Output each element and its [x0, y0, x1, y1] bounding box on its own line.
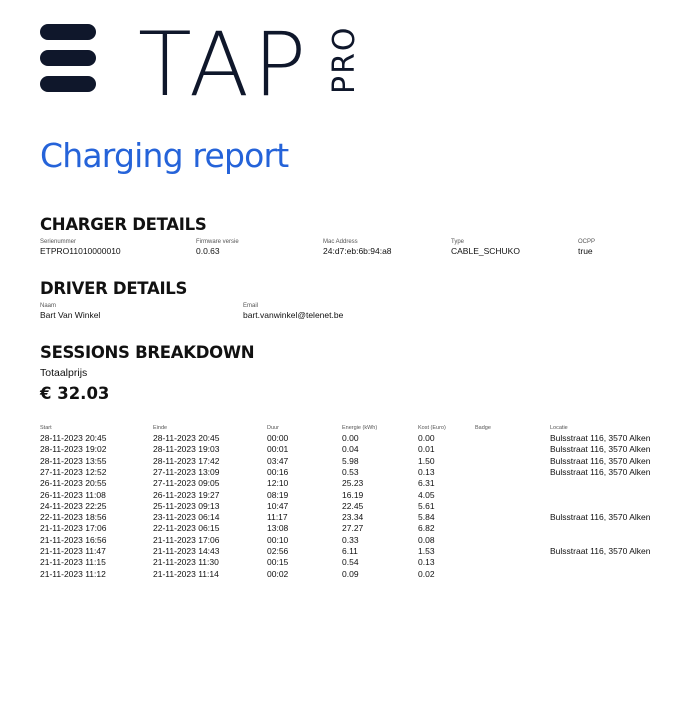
logo-pro-suffix: PRO [327, 25, 362, 94]
sessions-breakdown-heading: SESSIONS BREAKDOWN [40, 343, 255, 362]
type-value: CABLE_SCHUKO [451, 246, 520, 256]
cell-end: 21-11-2023 17:06 [153, 534, 220, 545]
name-field [40, 302, 100, 321]
cell-location: Bulsstraat 116, 3570 Alken [550, 466, 651, 477]
mac-value: 24:d7:eb:6b:94:a8 [323, 246, 392, 256]
cell-duration: 10:47 [267, 500, 289, 511]
column-header-badge: Badge [475, 425, 491, 431]
cell-duration: 13:08 [267, 523, 289, 534]
email-value: bart.vanwinkel@telenet.be [243, 310, 344, 320]
total-price-value: € 32.03 [40, 384, 110, 403]
mac-field [323, 238, 392, 257]
ocpp-label: OCPP [578, 239, 596, 245]
table-row [40, 490, 670, 501]
column-header-start: Start [40, 425, 52, 431]
cell-cost: 5.61 [418, 500, 435, 511]
cell-start: 28-11-2023 13:55 [40, 455, 107, 466]
email-label: Email [243, 303, 259, 309]
cell-end: 28-11-2023 17:42 [153, 455, 220, 466]
mac-label: Mac Address [323, 239, 358, 245]
cell-duration: 12:10 [267, 478, 289, 489]
cell-end: 21-11-2023 14:43 [153, 546, 220, 556]
driver-details-heading: DRIVER DETAILS [40, 279, 188, 298]
cell-location: Bulsstraat 116, 3570 Alken [550, 512, 651, 523]
cell-energy: 25.23 [342, 478, 364, 489]
firmware-value: 0.0.63 [196, 246, 220, 256]
cell-start: 21-11-2023 11:47 [40, 546, 106, 556]
cell-cost: 0.08 [418, 534, 435, 545]
cell-energy: 16.19 [342, 489, 364, 500]
table-row [40, 535, 670, 546]
column-header-end: Einde [153, 425, 168, 431]
cell-energy: 0.33 [342, 534, 359, 545]
cell-energy: 0.54 [342, 557, 359, 568]
cell-end: 22-11-2023 06:15 [153, 523, 220, 534]
cell-energy: 0.53 [342, 466, 359, 477]
cell-end: 21-11-2023 11:14 [153, 568, 219, 579]
cell-energy: 23.34 [342, 512, 364, 523]
name-label: Naam [40, 303, 57, 309]
table-row [40, 433, 670, 444]
cell-duration: 00:02 [267, 568, 289, 579]
cell-location: Bulsstraat 116, 3570 Alken [550, 546, 651, 556]
cell-cost: 0.13 [418, 557, 435, 568]
cell-duration: 11:17 [267, 512, 288, 523]
cell-cost: 6.82 [418, 523, 435, 534]
cell-duration: 02:56 [267, 546, 289, 556]
cell-duration: 00:16 [267, 466, 289, 477]
cell-cost: 0.02 [418, 568, 435, 579]
cell-start: 24-11-2023 22:25 [40, 500, 107, 511]
cell-start: 21-11-2023 11:15 [40, 557, 106, 568]
total-price-label: Totaalprijs [40, 367, 88, 379]
firmware-label: Firmware versie [196, 239, 239, 245]
cell-start: 26-11-2023 20:55 [40, 478, 107, 489]
cell-cost: 6.31 [418, 478, 435, 489]
cell-location: Bulsstraat 116, 3570 Alken [550, 455, 651, 466]
cell-start: 26-11-2023 11:08 [40, 489, 106, 500]
column-header-energy: Energie (kWh) [342, 425, 378, 431]
cell-end: 28-11-2023 19:03 [153, 444, 220, 455]
cell-duration: 00:10 [267, 534, 289, 545]
cell-cost: 0.00 [418, 433, 435, 443]
report-title: Charging report [40, 136, 289, 175]
serial-label: Serienummer [40, 239, 77, 245]
cell-energy: 27.27 [342, 523, 364, 534]
cell-cost: 0.01 [418, 444, 435, 455]
cell-energy: 22.45 [342, 500, 364, 511]
firmware-field [196, 238, 239, 257]
table-row [40, 467, 670, 478]
cell-end: 27-11-2023 13:09 [153, 466, 220, 477]
cell-cost: 5.84 [418, 512, 435, 523]
cell-end: 26-11-2023 19:27 [153, 489, 220, 500]
table-row [40, 546, 670, 557]
table-row [40, 557, 670, 568]
cell-end: 23-11-2023 06:14 [153, 512, 220, 523]
cell-start: 28-11-2023 20:45 [40, 433, 107, 443]
serial-field [40, 238, 121, 257]
charger-details-heading: CHARGER DETAILS [40, 215, 207, 234]
column-header-cost: Kost (Euro) [418, 425, 446, 431]
cell-end: 25-11-2023 09:13 [153, 500, 220, 511]
serial-value: ETPRO11010000010 [40, 246, 121, 256]
cell-duration: 00:00 [267, 433, 289, 443]
name-value: Bart Van Winkel [40, 310, 101, 320]
column-header-location: Locatie [550, 425, 568, 431]
cell-cost: 1.53 [418, 546, 435, 556]
column-header-duration: Duur [267, 425, 279, 431]
table-row [40, 478, 670, 489]
cell-start: 21-11-2023 17:06 [40, 523, 107, 534]
ocpp-field [578, 238, 595, 257]
cell-cost: 1.50 [418, 455, 435, 466]
type-label: Type [451, 239, 465, 245]
table-row [40, 569, 670, 580]
email-field [243, 302, 343, 321]
cell-start: 21-11-2023 16:56 [40, 534, 107, 545]
etap-pro-logo [40, 13, 370, 116]
cell-start: 27-11-2023 12:52 [40, 466, 107, 477]
table-row [40, 444, 670, 455]
cell-energy: 0.04 [342, 444, 359, 455]
table-row [40, 523, 670, 534]
cell-end: 27-11-2023 09:05 [153, 478, 220, 489]
cell-duration: 03:47 [267, 455, 289, 466]
cell-location: Bulsstraat 116, 3570 Alken [550, 444, 651, 455]
cell-duration: 00:01 [267, 444, 289, 455]
ocpp-value: true [578, 246, 593, 256]
cell-energy: 0.09 [342, 568, 359, 579]
cell-duration: 08:19 [267, 489, 289, 500]
type-field [451, 238, 520, 257]
table-row [40, 501, 670, 512]
cell-start: 21-11-2023 11:12 [40, 568, 106, 579]
cell-start: 22-11-2023 18:56 [40, 512, 107, 523]
cell-end: 28-11-2023 20:45 [153, 433, 220, 443]
table-row [40, 512, 670, 523]
logo-wordmark: TAP [138, 13, 311, 116]
cell-energy: 5.98 [342, 455, 359, 466]
etap-e-icon [40, 18, 100, 100]
cell-cost: 0.13 [418, 466, 435, 477]
cell-start: 28-11-2023 19:02 [40, 444, 107, 455]
table-row [40, 456, 670, 467]
cell-location: Bulsstraat 116, 3570 Alken [550, 433, 651, 443]
cell-energy: 6.11 [342, 546, 358, 556]
cell-cost: 4.05 [418, 489, 435, 500]
cell-duration: 00:15 [267, 557, 289, 568]
cell-end: 21-11-2023 11:30 [153, 557, 219, 568]
cell-energy: 0.00 [342, 433, 359, 443]
